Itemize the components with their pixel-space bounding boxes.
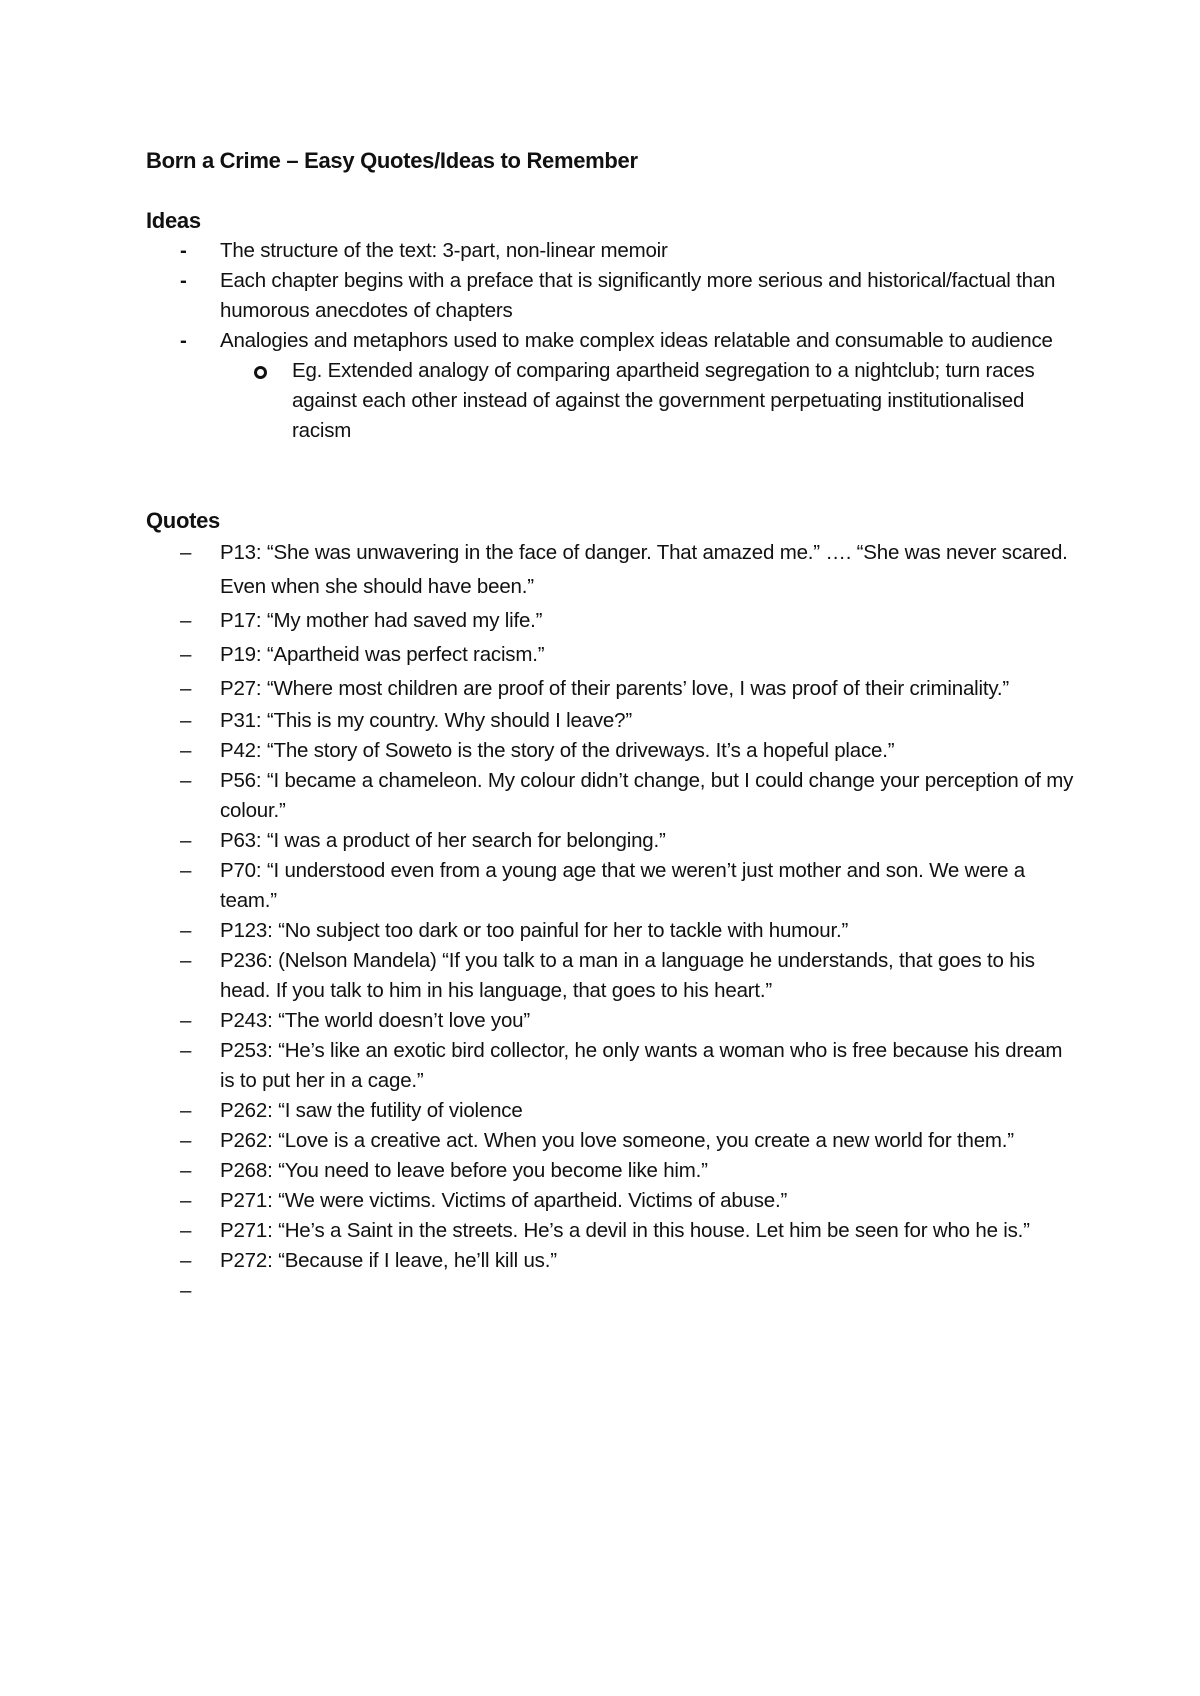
quote-text: P271: “We were victims. Victims of apartheid. Victims of abuse.” (220, 1189, 788, 1212)
quote-item (146, 672, 1076, 706)
quote-item (146, 1216, 1076, 1246)
idea-text: Analogies and metaphors used to make complex ideas relatable and consumable to audience (220, 329, 1053, 352)
quote-text: P271: “He’s a Saint in the streets. He’s a devil in this house. Let him be seen for who he is.” (220, 1219, 1030, 1242)
quote-text: P17: “My mother had saved my life.” (220, 609, 543, 632)
idea-text: Each chapter begins with a preface that is significantly more serious and historical/factual than humorous anecdotes of chapters (220, 269, 1056, 322)
ideas-list (146, 236, 1076, 446)
sub-idea-text: Eg. Extended analogy of comparing apartheid segregation to a nightclub; turn races against each other instead of against the government perpetuating institutionalised racism (292, 359, 1035, 442)
dash-bullet: – (180, 1219, 192, 1242)
dash-bullet: – (180, 949, 192, 972)
dash-bullet: – (180, 859, 192, 882)
dash-bullet: – (180, 769, 192, 792)
list-item (146, 266, 1076, 326)
sub-list-item (220, 356, 1076, 446)
quote-item (146, 1186, 1076, 1216)
dash-bullet: - (180, 269, 187, 292)
quotes-heading: Quotes (146, 508, 220, 533)
quote-text: P31: “This is my country. Why should I leave?” (220, 709, 632, 732)
quote-item (146, 638, 1076, 672)
quote-item (146, 1006, 1076, 1036)
quote-text: P272: “Because if I leave, he’ll kill us.” (220, 1249, 557, 1272)
ideas-sub-list (220, 356, 1076, 446)
list-item (146, 236, 1076, 266)
dash-bullet: – (180, 919, 192, 942)
circle-bullet-icon (254, 366, 267, 379)
quote-text: P123: “No subject too dark or too painful for her to tackle with humour.” (220, 919, 849, 942)
quote-item (146, 1246, 1076, 1276)
quote-text: P262: “I saw the futility of violence (220, 1099, 523, 1122)
quote-item (146, 706, 1076, 736)
dash-bullet: – (180, 1159, 192, 1182)
dash-bullet: – (180, 1189, 192, 1212)
dash-bullet: – (180, 609, 192, 632)
quote-item (146, 1126, 1076, 1156)
quote-item (146, 1156, 1076, 1186)
quote-item (146, 536, 1076, 604)
quote-text: P56: “I became a chameleon. My colour didn’t change, but I could change your perception of my colour.” (220, 769, 1074, 822)
dash-bullet: – (180, 1129, 192, 1152)
dash-bullet: - (180, 329, 187, 352)
dash-bullet: – (180, 709, 192, 732)
dash-bullet: - (180, 239, 187, 262)
dash-bullet: – (180, 1009, 192, 1032)
dash-bullet: – (180, 541, 192, 564)
list-item (146, 326, 1076, 446)
quote-text: P27: “Where most children are proof of their parents’ love, I was proof of their criminality.” (220, 677, 1009, 700)
quote-item (146, 1036, 1076, 1096)
quote-text: P42: “The story of Soweto is the story of the driveways. It’s a hopeful place.” (220, 739, 895, 762)
dash-bullet: – (180, 1039, 192, 1062)
quote-text: P262: “Love is a creative act. When you love someone, you create a new world for them.” (220, 1129, 1014, 1152)
document-title: Born a Crime – Easy Quotes/Ideas to Remember (146, 148, 638, 173)
ideas-heading: Ideas (146, 208, 201, 233)
idea-text: The structure of the text: 3-part, non-linear memoir (220, 239, 668, 262)
dash-bullet: – (180, 829, 192, 852)
dash-bullet: – (180, 1249, 192, 1272)
quote-item (146, 916, 1076, 946)
dash-bullet: – (180, 739, 192, 762)
quote-text: P19: “Apartheid was perfect racism.” (220, 643, 545, 666)
quote-item (146, 604, 1076, 638)
quote-item (146, 946, 1076, 1006)
quote-text: P70: “I understood even from a young age that we weren’t just mother and son. We were a team.” (220, 859, 1025, 912)
dash-bullet: – (180, 1099, 192, 1122)
quote-item (146, 856, 1076, 916)
dash-bullet: – (180, 677, 192, 700)
quote-text: P63: “I was a product of her search for belonging.” (220, 829, 666, 852)
quote-item (146, 826, 1076, 856)
dash-bullet: – (180, 1279, 192, 1302)
quotes-list (146, 536, 1076, 1302)
quote-text: P268: “You need to leave before you become like him.” (220, 1159, 708, 1182)
quote-item (146, 766, 1076, 826)
quote-text: P236: (Nelson Mandela) “If you talk to a man in a language he understands, that goes to his head. If you talk to him in his language, that goes to his heart.” (220, 949, 1035, 1002)
dash-bullet: – (180, 643, 192, 666)
quote-text: P253: “He’s like an exotic bird collector, he only wants a woman who is free because his dream is to put her in a cage.” (220, 1039, 1063, 1092)
quote-text: P13: “She was unwavering in the face of danger. That amazed me.” …. “She was never scared. Even when she should have been.” (220, 541, 1068, 598)
quote-item (146, 736, 1076, 766)
quote-text: P243: “The world doesn’t love you” (220, 1009, 530, 1032)
quote-item (146, 1096, 1076, 1126)
